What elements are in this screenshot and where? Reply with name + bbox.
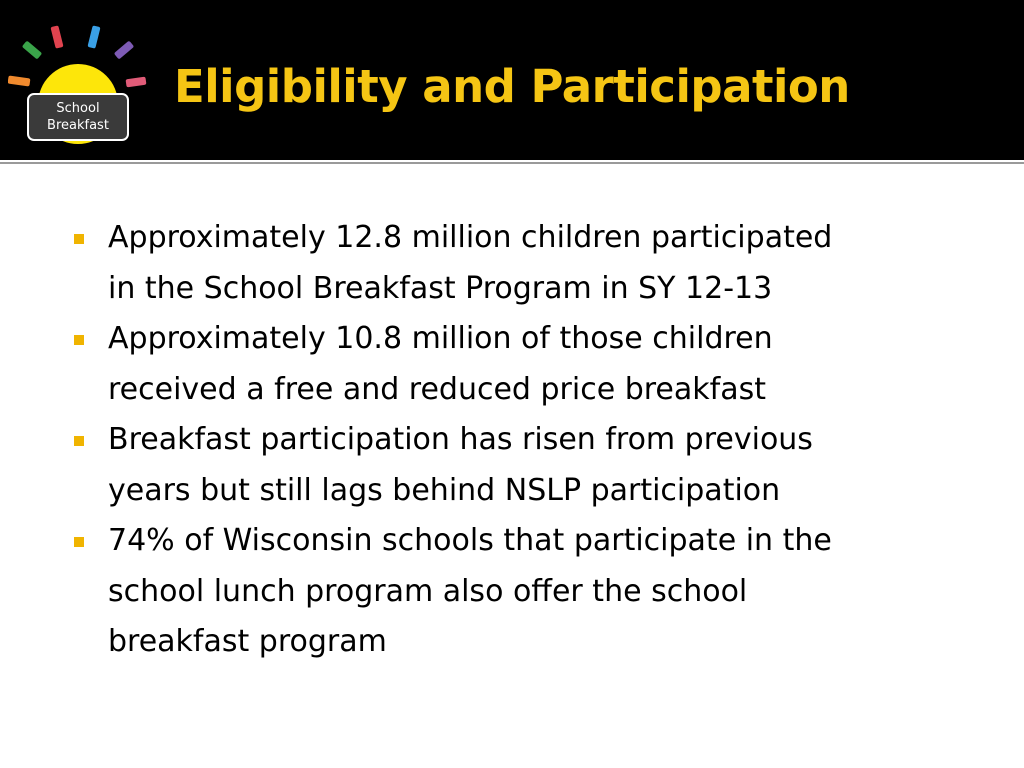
logo-text-line1: School (56, 101, 100, 116)
bullet-text-line: Breakfast participation has risen from previous (108, 422, 813, 457)
bullet-square-icon (74, 234, 84, 244)
bullet-square-icon (74, 335, 84, 345)
logo-text-line2: Breakfast (47, 118, 109, 133)
bullet-item (72, 314, 972, 415)
bullet-square-icon (74, 436, 84, 446)
slide-title: Eligibility and Participation (174, 60, 850, 113)
bullet-square-icon (74, 537, 84, 547)
bullet-text-line: Approximately 10.8 million of those children (108, 321, 773, 356)
bullet-text-line: Approximately 12.8 million children participated (108, 220, 833, 255)
bullet-item (72, 415, 972, 516)
bullet-item (72, 516, 972, 668)
bullet-list (72, 213, 972, 668)
bullet-text-line: school lunch program also offer the school (108, 573, 748, 609)
bullet-text-line: breakfast program (108, 624, 387, 659)
title-divider (0, 160, 1024, 168)
bullet-text-line: 74% of Wisconsin schools that participate in the (108, 523, 832, 558)
bullet-text-line: years but still lags behind NSLP participation (108, 472, 781, 508)
logo-label (28, 94, 128, 140)
bullet-text-line: in the School Breakfast Program in SY 12-13 (108, 270, 773, 306)
school-breakfast-logo (8, 22, 148, 144)
title-bar (0, 0, 1024, 160)
bullet-text-line: received a free and reduced price breakfast (108, 371, 766, 407)
bullet-item (72, 213, 972, 314)
